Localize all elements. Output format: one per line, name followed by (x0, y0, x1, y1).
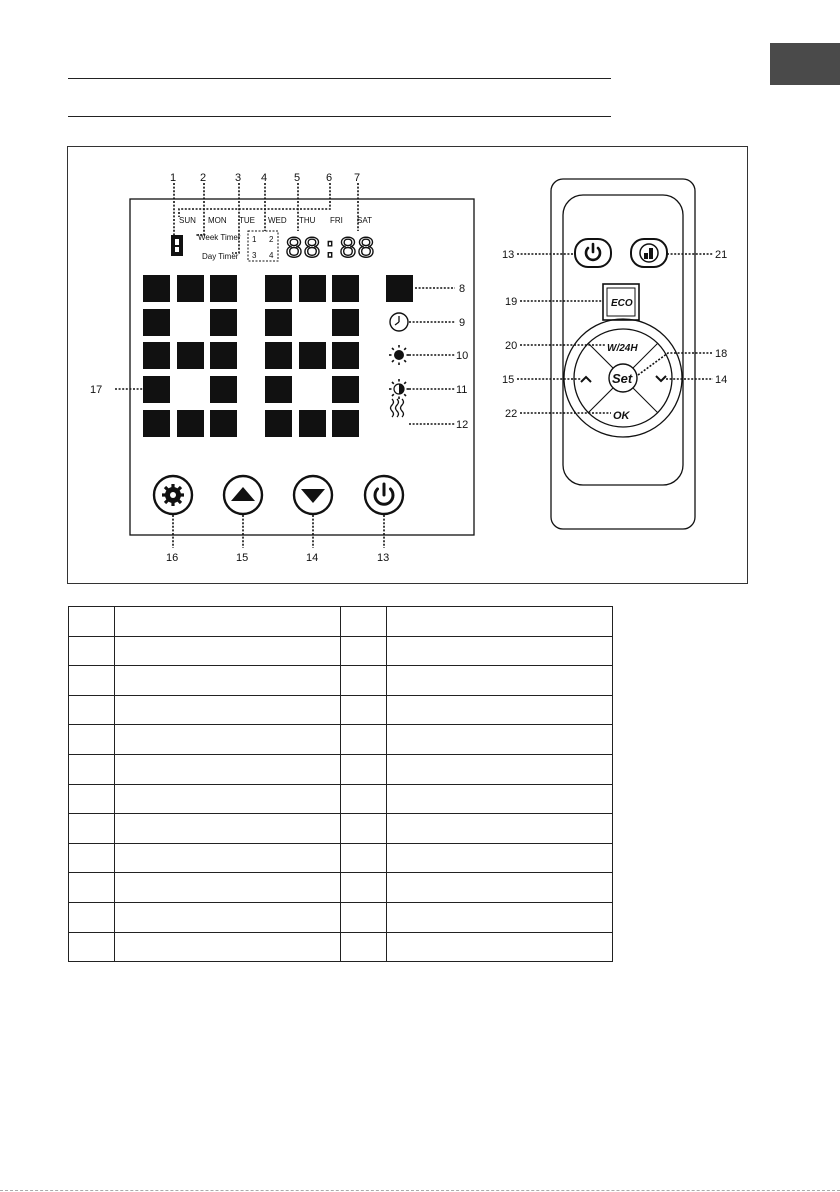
table-cell-description (387, 902, 613, 932)
remote-w24h-button[interactable]: W/24H (607, 343, 638, 354)
parts-table (68, 606, 613, 962)
day-sat: SAT (357, 216, 372, 225)
table-cell-number (69, 843, 115, 873)
callout-19: 19 (505, 296, 518, 308)
table-cell-description (115, 814, 341, 844)
table-cell-description (387, 814, 613, 844)
table-cell-number (341, 814, 387, 844)
table-cell-number (69, 725, 115, 755)
table-row (69, 636, 613, 666)
day-timer-label: Day Timer (202, 252, 239, 261)
callout-13-remote: 13 (502, 249, 515, 261)
table-cell-description (387, 754, 613, 784)
table-cell-description (115, 784, 341, 814)
table-cell-description (115, 695, 341, 725)
callout-13-panel: 13 (377, 552, 390, 564)
callout-15-remote: 15 (502, 374, 515, 386)
day-fri: FRI (330, 216, 343, 225)
remote-power-button[interactable] (575, 239, 611, 267)
callout-18: 18 (715, 348, 728, 360)
heating-waves-icon (391, 399, 404, 417)
eco-label: ECO (611, 298, 633, 309)
table-cell-description (387, 873, 613, 903)
callout-1: 1 (170, 172, 177, 184)
table-cell-number (69, 607, 115, 637)
table-cell-description (115, 932, 341, 962)
table-cell-number (341, 873, 387, 903)
table-cell-number (341, 754, 387, 784)
table-cell-description (387, 784, 613, 814)
table-cell-number (341, 932, 387, 962)
table-cell-description (115, 607, 341, 637)
callout-15-panel: 15 (236, 552, 249, 564)
table-cell-number (341, 902, 387, 932)
day-wed: WED (268, 216, 287, 225)
set-label: Set (612, 371, 633, 386)
mode-icon (171, 235, 183, 256)
table-row (69, 814, 613, 844)
table-cell-number (69, 636, 115, 666)
callout-7: 7 (354, 172, 361, 184)
controls-figure (67, 146, 748, 584)
table-cell-description (115, 666, 341, 696)
remote-body (551, 179, 695, 529)
table-cell-description (387, 695, 613, 725)
power-icon (375, 484, 393, 504)
header-rule-bottom (68, 116, 611, 117)
callout-17: 17 (90, 384, 103, 396)
table-cell-description (115, 754, 341, 784)
controls-diagram (68, 147, 749, 585)
callout-9: 9 (459, 317, 466, 329)
table-row (69, 902, 613, 932)
table-row (69, 725, 613, 755)
table-cell-number (69, 754, 115, 784)
remote-level-button[interactable] (631, 239, 667, 267)
callout-16: 16 (166, 552, 179, 564)
table-cell-number (69, 902, 115, 932)
table-cell-description (387, 607, 613, 637)
remote-set-button[interactable] (609, 364, 637, 392)
language-tab (770, 43, 840, 85)
table-cell-number (341, 784, 387, 814)
power-button[interactable] (365, 476, 403, 514)
table-cell-number (341, 636, 387, 666)
clock-icon (390, 313, 408, 331)
table-cell-description (115, 725, 341, 755)
page-edge-line (0, 1190, 840, 1191)
callout-10: 10 (456, 350, 469, 362)
table-cell-description (115, 843, 341, 873)
program-slot-3: 3 (252, 251, 257, 260)
table-row (69, 666, 613, 696)
callout-14-panel: 14 (306, 552, 319, 564)
day-tue: TUE (239, 216, 255, 225)
settings-button[interactable] (154, 476, 192, 514)
table-cell-description (387, 843, 613, 873)
program-slot-2: 2 (269, 235, 274, 244)
table-row (69, 754, 613, 784)
table-row (69, 695, 613, 725)
week-timer-label: Week Timer (198, 233, 241, 242)
table-cell-description (387, 666, 613, 696)
table-cell-number (69, 873, 115, 903)
gear-icon (162, 484, 184, 506)
callout-6: 6 (326, 172, 333, 184)
table-cell-number (69, 814, 115, 844)
clock-digits: 88:88 (285, 233, 376, 267)
program-slot-4: 4 (269, 251, 274, 260)
table-cell-description (115, 902, 341, 932)
up-triangle-icon (231, 487, 255, 501)
down-button[interactable] (294, 476, 332, 514)
callout-3: 3 (235, 172, 242, 184)
table-row (69, 607, 613, 637)
table-cell-number (69, 784, 115, 814)
table-row (69, 784, 613, 814)
temperature-segments (143, 275, 413, 437)
table-row (69, 843, 613, 873)
bars-icon (644, 248, 653, 259)
remote-right-arrow[interactable] (656, 376, 666, 381)
table-row (69, 932, 613, 962)
table-cell-description (115, 636, 341, 666)
callout-2: 2 (200, 172, 207, 184)
callout-21: 21 (715, 249, 728, 261)
table-cell-number (341, 666, 387, 696)
power-icon (586, 244, 600, 260)
callout-8: 8 (459, 283, 466, 295)
table-cell-description (387, 636, 613, 666)
callout-11: 11 (456, 384, 468, 396)
table-cell-description (387, 932, 613, 962)
table-cell-number (341, 843, 387, 873)
day-mon: MON (208, 216, 227, 225)
table-row (69, 873, 613, 903)
table-cell-description (387, 725, 613, 755)
callout-12: 12 (456, 419, 469, 431)
callout-4: 4 (261, 172, 268, 184)
callout-20: 20 (505, 340, 518, 352)
table-cell-description (115, 873, 341, 903)
table-cell-number (341, 607, 387, 637)
callout-22: 22 (505, 408, 518, 420)
header-rule-top (68, 78, 611, 79)
table-cell-number (69, 666, 115, 696)
eco-half-sun-icon (389, 379, 409, 399)
comfort-sun-icon (389, 345, 409, 365)
remote-left-arrow[interactable] (581, 377, 591, 382)
table-cell-number (341, 725, 387, 755)
table-cell-number (69, 695, 115, 725)
remote-ok-button[interactable]: OK (613, 410, 630, 422)
day-sun: SUN (179, 216, 196, 225)
remote-face (563, 195, 683, 485)
day-thu: THU (299, 216, 316, 225)
remote-eco-button[interactable] (603, 284, 639, 320)
callout-5: 5 (294, 172, 301, 184)
table-cell-number (341, 695, 387, 725)
down-triangle-icon (301, 489, 325, 503)
indicator-square (386, 275, 413, 302)
up-button[interactable] (224, 476, 262, 514)
table-cell-number (69, 932, 115, 962)
program-slot-1: 1 (252, 235, 257, 244)
callout-14-remote: 14 (715, 374, 728, 386)
